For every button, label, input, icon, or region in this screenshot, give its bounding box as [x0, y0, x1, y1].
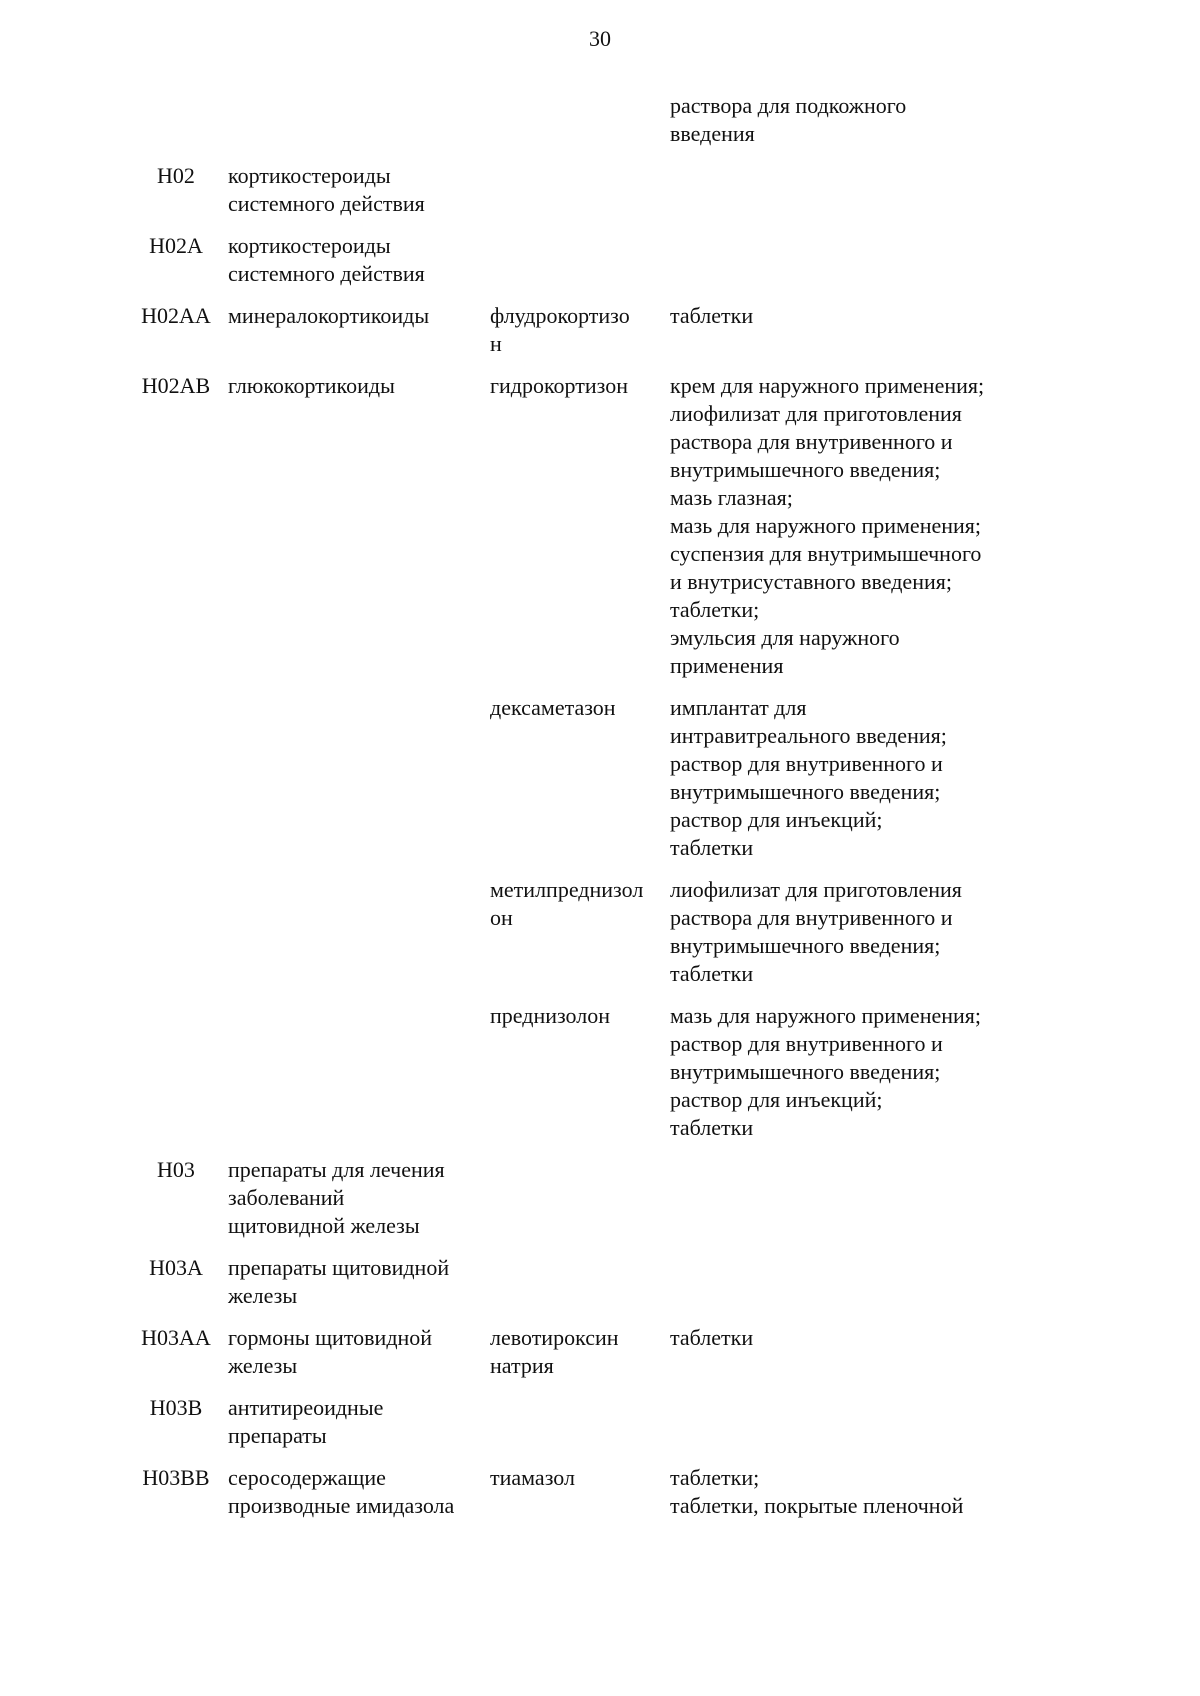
table-row	[130, 372, 1024, 680]
atc-code: H02AA	[141, 303, 211, 328]
table-row	[130, 876, 1024, 988]
drug-name: преднизолон	[490, 1003, 611, 1028]
atc-code: H02	[157, 163, 195, 188]
dosage-form: имплантат для интравитреального введения; раствор для внутривенного и внутримышечного введения; раствор для инъекций; таблетки	[670, 695, 947, 860]
atc-code: H03	[157, 1157, 195, 1182]
group-name: минералокортикоиды	[228, 303, 430, 328]
dosage-form: крем для наружного применения; лиофилизат для приготовления раствора для внутривенного и внутримышечного введения; мазь глазная; мазь для наружного применения; суспензия для внутримышечного и внутрисуставного введения; таблетки; эмульсия для наружного применения	[670, 373, 985, 678]
drug-name: флудрокортизо н	[490, 303, 630, 356]
atc-code: H02AB	[141, 373, 211, 398]
group-name: серосодержащие производные имидазола	[228, 1465, 455, 1518]
group-name: кортикостероиды системного действия	[228, 163, 425, 216]
group-name: препараты для лечения заболеваний щитовидной железы	[228, 1157, 445, 1238]
table-row	[130, 162, 1024, 218]
dosage-form: лиофилизат для приготовления раствора для внутривенного и внутримышечного введения; таблетки	[670, 877, 962, 986]
table-row	[130, 92, 1024, 148]
table-row	[130, 1394, 1024, 1450]
table-row	[130, 232, 1024, 288]
atc-code: H03B	[149, 1395, 203, 1420]
dosage-form: таблетки	[670, 1325, 754, 1350]
table-row	[130, 302, 1024, 358]
table-row	[130, 1156, 1024, 1240]
group-name: гормоны щитовидной железы	[228, 1325, 433, 1378]
atc-code: H03BB	[142, 1465, 210, 1490]
drug-name: левотироксин натрия	[490, 1325, 619, 1378]
table-row	[130, 1254, 1024, 1310]
dosage-form: мазь для наружного применения; раствор для внутривенного и внутримышечного введения; раствор для инъекций; таблетки	[670, 1003, 982, 1140]
drug-name: дексаметазон	[490, 695, 616, 720]
table-row	[130, 1002, 1024, 1142]
drug-name: гидрокортизон	[490, 373, 628, 398]
atc-code: H03A	[149, 1255, 203, 1280]
table-row	[130, 694, 1024, 862]
dosage-form: таблетки	[670, 303, 754, 328]
atc-code: H02A	[149, 233, 203, 258]
drug-table	[130, 92, 1024, 1520]
group-name: препараты щитовидной железы	[228, 1255, 450, 1308]
table-row	[130, 1324, 1024, 1380]
atc-code: H03AA	[141, 1325, 211, 1350]
drug-name: метилпреднизол он	[490, 877, 644, 930]
group-name: глюкокортикоиды	[228, 373, 395, 398]
page-number: 30	[589, 26, 611, 51]
dosage-form: раствора для подкожного введения	[670, 93, 907, 146]
drug-name: тиамазол	[490, 1465, 575, 1490]
dosage-form: таблетки; таблетки, покрытые пленочной	[670, 1465, 964, 1518]
group-name: кортикостероиды системного действия	[228, 233, 425, 286]
table-row	[130, 1464, 1024, 1520]
group-name: антитиреоидные препараты	[228, 1395, 384, 1448]
